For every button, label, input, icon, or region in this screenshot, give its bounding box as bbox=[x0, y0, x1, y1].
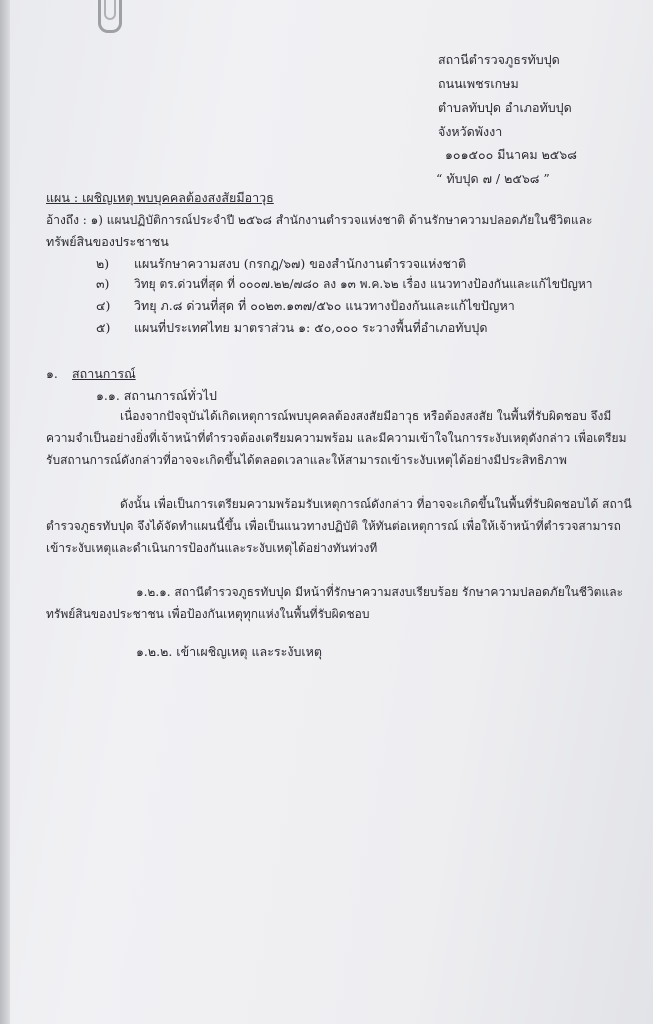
page-edge-shadow bbox=[0, 0, 10, 1024]
plan-title: แผน : เผชิญเหตุ พบบุคคลต้องสงสัยมีอาวุธ bbox=[46, 190, 274, 205]
header-ref-no: “ ทับปุด ๗ / ๒๕๖๘ ” bbox=[436, 171, 550, 186]
header-subdistrict: ตำบลทับปุด อำเภอทับปุด bbox=[438, 100, 572, 115]
reference-item-2: แผนรักษาความสงบ (กรกฎ/๖๗) ของสำนักงานตำรวจแห่งชาติ bbox=[134, 256, 467, 271]
reference-item-3: วิทยุ ตร.ด่วนที่สุด ที่ ๐๐๐๗.๒๒/๗๘๐ ลง ๑๓ พ.ค.๖๒ เรื่อง แนวทางป้องกันและแก้ไขปัญหา bbox=[134, 277, 593, 291]
section-1-number: ๑. bbox=[46, 366, 58, 381]
header-station: สถานีตำรวจภูธรทับปุด bbox=[438, 52, 560, 67]
header-road: ถนนเพชรเกษม bbox=[438, 76, 519, 91]
paragraph-1-line-2: ความจำเป็นอย่างยิ่งที่เจ้าหน้าที่ตำรวจต้องเตรียมความพร้อม และมีความเข้าใจในการระงับเหตุดังกล่าว เพื่อเตรียม bbox=[46, 431, 627, 445]
section-1-1-title: ๑.๑. สถานการณ์ทั่วไป bbox=[96, 388, 217, 403]
paper-clip-inner-icon bbox=[104, 0, 116, 20]
paragraph-3-line-2: ทรัพย์สินของประชาชน เพื่อป้องกันเหตุทุกแห่งในพื้นที่รับผิดชอบ bbox=[46, 607, 370, 621]
reference-num-3: ๓) bbox=[96, 276, 110, 291]
paragraph-2-line-1: ดังนั้น เพื่อเป็นการเตรียมความพร้อมรับเหตุการณ์ดังกล่าว ที่อาจจะเกิดขึ้นในพื้นที่รับผิดชอบได้ สถานี bbox=[120, 497, 632, 511]
paragraph-2-line-3: เข้าระงับเหตุและดำเนินการป้องกันและระงับเหตุได้อย่างทันท่วงที bbox=[46, 541, 378, 555]
paragraph-1-line-1: เนื่องจากปัจจุบันได้เกิดเหตุการณ์พบบุคคลต้องสงสัยมีอาวุธ หรือต้องสงสัย ในพื้นที่รับผิดชอบ จึงมี bbox=[120, 409, 612, 423]
reference-item-5: แผนที่ประเทศไทย มาตราส่วน ๑: ๕๐,๐๐๐ ระวางพื้นที่อำเภอทับปุด bbox=[134, 320, 488, 335]
paragraph-4: ๑.๒.๒. เข้าเผชิญเหตุ และระงับเหตุ bbox=[136, 644, 323, 659]
header-date: ๑๐๑๕๐๐ มีนาคม ๒๕๖๘ bbox=[445, 147, 577, 162]
paragraph-3-line-1: ๑.๒.๑. สถานีตำรวจภูธรทับปุด มีหน้าที่รักษาความสงบเรียบร้อย รักษาความปลอดภัยในชีวิตและ bbox=[136, 585, 624, 599]
reference-item-1-cont: ทรัพย์สินของประชาชน bbox=[46, 234, 169, 249]
reference-num-5: ๕) bbox=[96, 320, 111, 335]
reference-num-4: ๔) bbox=[96, 298, 111, 313]
section-1-title: สถานการณ์ bbox=[72, 366, 136, 381]
reference-num-2: ๒) bbox=[96, 256, 110, 271]
paragraph-1-line-3: รับสถานการณ์ดังกล่าวที่อาจจะเกิดขึ้นได้ตลอดเวลาและให้สามารถเข้าระงับเหตุได้อย่างมีประสิทธิภาพ bbox=[46, 453, 567, 467]
reference-item-4: วิทยุ ภ.๘ ด่วนที่สุด ที่ ๐๐๒๓.๑๓๗/๕๖๐ แนวทางป้องกันและแก้ไขปัญหา bbox=[134, 298, 515, 313]
reference-item-1: อ้างถึง : ๑) แผนปฏิบัติการณ์ประจำปี ๒๕๖๘ สำนักงานตำรวจแห่งชาติ ด้านรักษาความปลอดภัยในชีวิตและ bbox=[46, 213, 593, 227]
header-province: จังหวัดพังงา bbox=[438, 124, 503, 139]
paragraph-2-line-2: ตำรวจภูธรทับปุด จึงได้จัดทำแผนนี้ขึ้น เพื่อเป็นแนวทางปฏิบัติ ให้ทันต่อเหตุการณ์ เพื่อให้เจ้าหน้าที่ตำรวจสามารถ bbox=[46, 519, 621, 533]
